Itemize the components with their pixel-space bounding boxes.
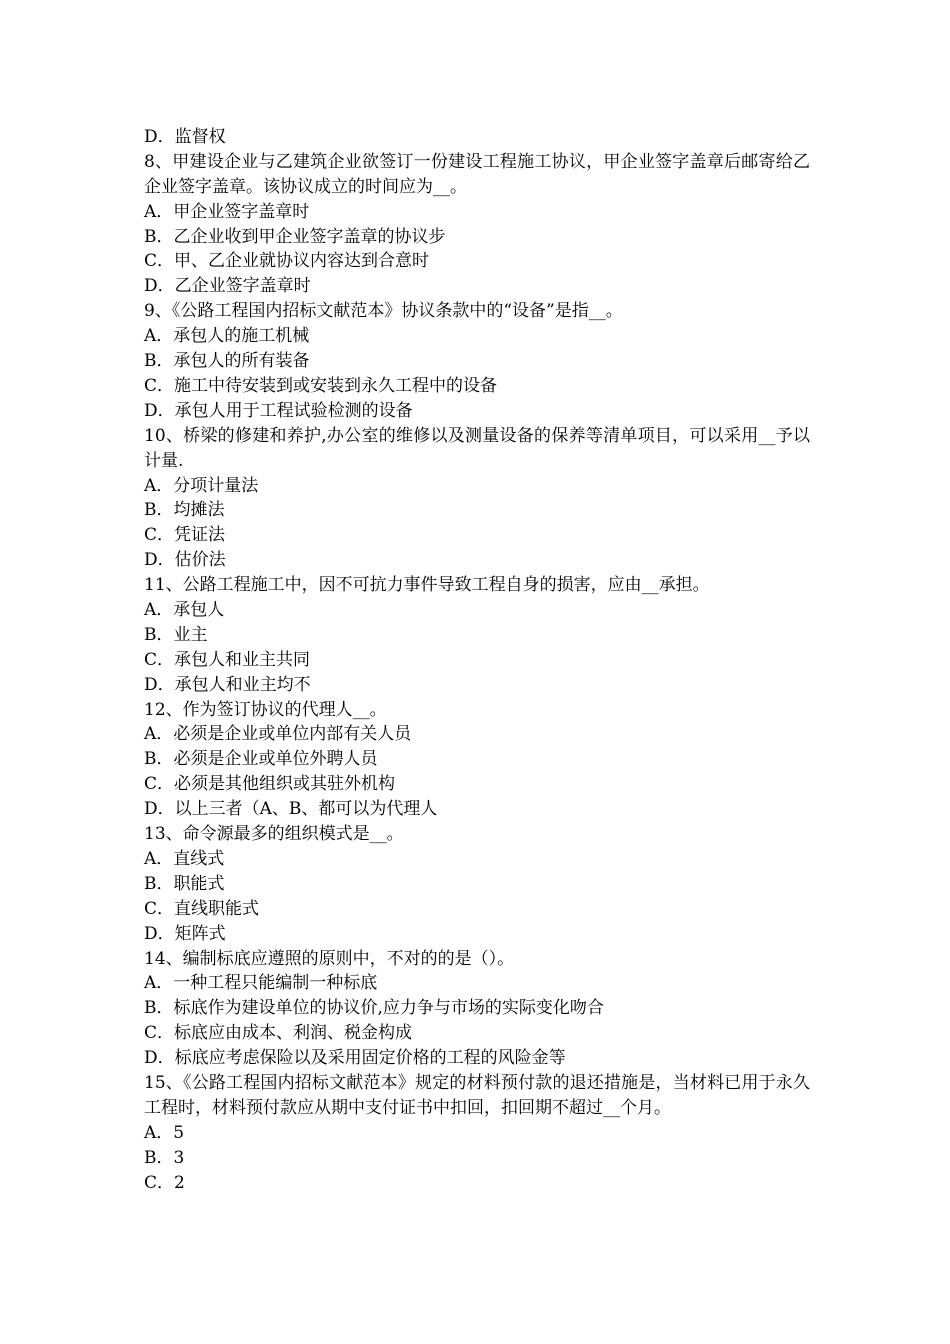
option-text: 承包人和业主均不 [174,674,311,695]
list-item [144,523,810,548]
option-text: 以上三者（A、B、都可以为代理人 [174,799,438,820]
option-text: 5 [173,1122,185,1143]
option-letter: A． [144,201,174,222]
option-letter: D． [144,1048,175,1069]
option-text: 均摊法 [173,500,225,521]
option-text: 甲、乙企业就协议内容达到合意时 [174,251,430,272]
option-letter: A． [144,326,174,347]
list-item [144,125,810,150]
option-text: 必须是企业或单位内部有关人员 [173,724,412,745]
list-item [144,747,810,772]
option-text: 标底作为建设单位的协议价,应力争与市场的实际变化吻合 [173,998,604,1019]
list-item [144,673,810,698]
option-letter: C． [144,649,175,670]
question-block [144,299,810,423]
option-letter: B． [144,500,174,521]
list-item [144,648,810,673]
option-letter: B． [144,749,174,770]
list-item [144,797,810,822]
question-block [144,150,810,299]
question-block [144,947,810,1071]
option-text: 承包人 [173,600,225,621]
list-item [144,399,810,424]
list-item [144,548,810,573]
list-item [144,1046,810,1071]
list-item [144,772,810,797]
list-item [144,897,810,922]
option-text: 分项计量法 [173,475,259,496]
list-item [144,872,810,897]
question-stem: 14、编制标底应遵照的原则中，不对的的是（）。 [144,948,515,969]
option-letter: C． [144,774,175,795]
option-text: 承包人的施工机械 [173,326,310,347]
list-item [144,598,810,623]
option-text: 标底应考虑保险以及采用固定价格的工程的风险金等 [174,1048,566,1069]
question-stem: 8、甲建设企业与乙建筑企业欲签订一份建设工程施工协议，甲企业签字盖章后邮寄给乙企业签字盖章。该协议成立的时间应为__。 [144,151,810,197]
list-item [144,1121,810,1146]
option-letter: D． [144,674,175,695]
option-letter: C． [144,1023,175,1044]
list-item [144,349,810,374]
option-text: 标底应由成本、利润、税金构成 [174,1023,413,1044]
option-letter: B． [144,1147,174,1168]
option-letter: A． [144,848,174,869]
option-letter: C． [144,251,175,272]
option-text: 必须是企业或单位外聘人员 [173,749,378,770]
option-text: 矩阵式 [174,923,226,944]
list-item [144,249,810,274]
option-text: 3 [173,1147,185,1168]
question-block [144,1071,810,1195]
option-letter: A． [144,475,174,496]
option-text: 甲企业签字盖章时 [173,201,310,222]
option-text: 承包人用于工程试验检测的设备 [174,400,413,421]
list-item [144,225,810,250]
option-text: 乙企业收到甲企业签字盖章的协议步 [173,226,446,247]
option-text: 业主 [173,624,208,645]
list-item [144,274,810,299]
list-item [144,474,810,499]
option-text: 施工中待安装到或安装到永久工程中的设备 [174,375,498,396]
option-letter: C． [144,1172,175,1193]
question-stem: 9、《公路工程国内招标文献范本》协议条款中的“设备”是指__。 [144,301,623,322]
option-letter: A． [144,1122,174,1143]
list-item [144,971,810,996]
option-text: 一种工程只能编制一种标底 [173,973,378,994]
option-text: 估价法 [174,550,226,571]
question-block [144,424,810,573]
option-text: 承包人和业主共同 [174,649,311,670]
option-letter: B． [144,226,174,247]
question-stem: 15、《公路工程国内招标文献范本》规定的材料预付款的退还措施是，当材料已用于永久工程时，材料预付款应从期中支付证书中扣回，扣回期不超过__个月。 [144,1072,810,1118]
question-stem: 12、作为签订协议的代理人__。 [144,699,387,720]
option-text: 承包人的所有装备 [173,351,310,372]
option-letter: D． [144,923,175,944]
list-item [144,996,810,1021]
question-stem: 13、命令源最多的组织模式是__。 [144,824,404,845]
document-page [144,125,810,1195]
question-block [144,822,810,946]
option-text: 直线式 [173,848,225,869]
option-letter: C． [144,525,175,546]
option-text: 监督权 [174,127,226,147]
question-block [144,573,810,697]
list-item [144,623,810,648]
option-text: 2 [174,1172,185,1193]
list-item [144,1021,810,1046]
option-letter: B． [144,624,174,645]
option-text: 必须是其他组织或其驻外机构 [174,774,396,795]
option-letter: B． [144,351,174,372]
option-letter: D． [144,127,175,147]
option-text: 乙企业签字盖章时 [174,276,311,297]
question-stem: 11、公路工程施工中，因不可抗力事件导致工程自身的损害，应由__承担。 [144,575,710,596]
question-stem: 10、桥梁的修建和养护,办公室的维修以及测量设备的保养等清单项目，可以采用__予以计量. [144,425,810,471]
list-item [144,722,810,747]
list-item [144,200,810,225]
list-item [144,1146,810,1171]
option-letter: A． [144,973,174,994]
question-block [144,698,810,822]
option-text: 职能式 [173,873,225,894]
option-letter: A． [144,600,174,621]
option-letter: B． [144,998,174,1019]
list-item [144,922,810,947]
option-letter: C． [144,375,175,396]
list-item [144,1171,810,1196]
option-text: 直线职能式 [174,898,260,919]
option-letter: C． [144,898,175,919]
option-letter: D． [144,550,175,571]
list-item [144,374,810,399]
list-item [144,847,810,872]
list-item [144,498,810,523]
option-letter: A． [144,724,174,745]
option-letter: D． [144,400,175,421]
list-item [144,324,810,349]
option-letter: B． [144,873,174,894]
option-letter: D． [144,799,175,820]
option-letter: D． [144,276,175,297]
option-text: 凭证法 [174,525,226,546]
